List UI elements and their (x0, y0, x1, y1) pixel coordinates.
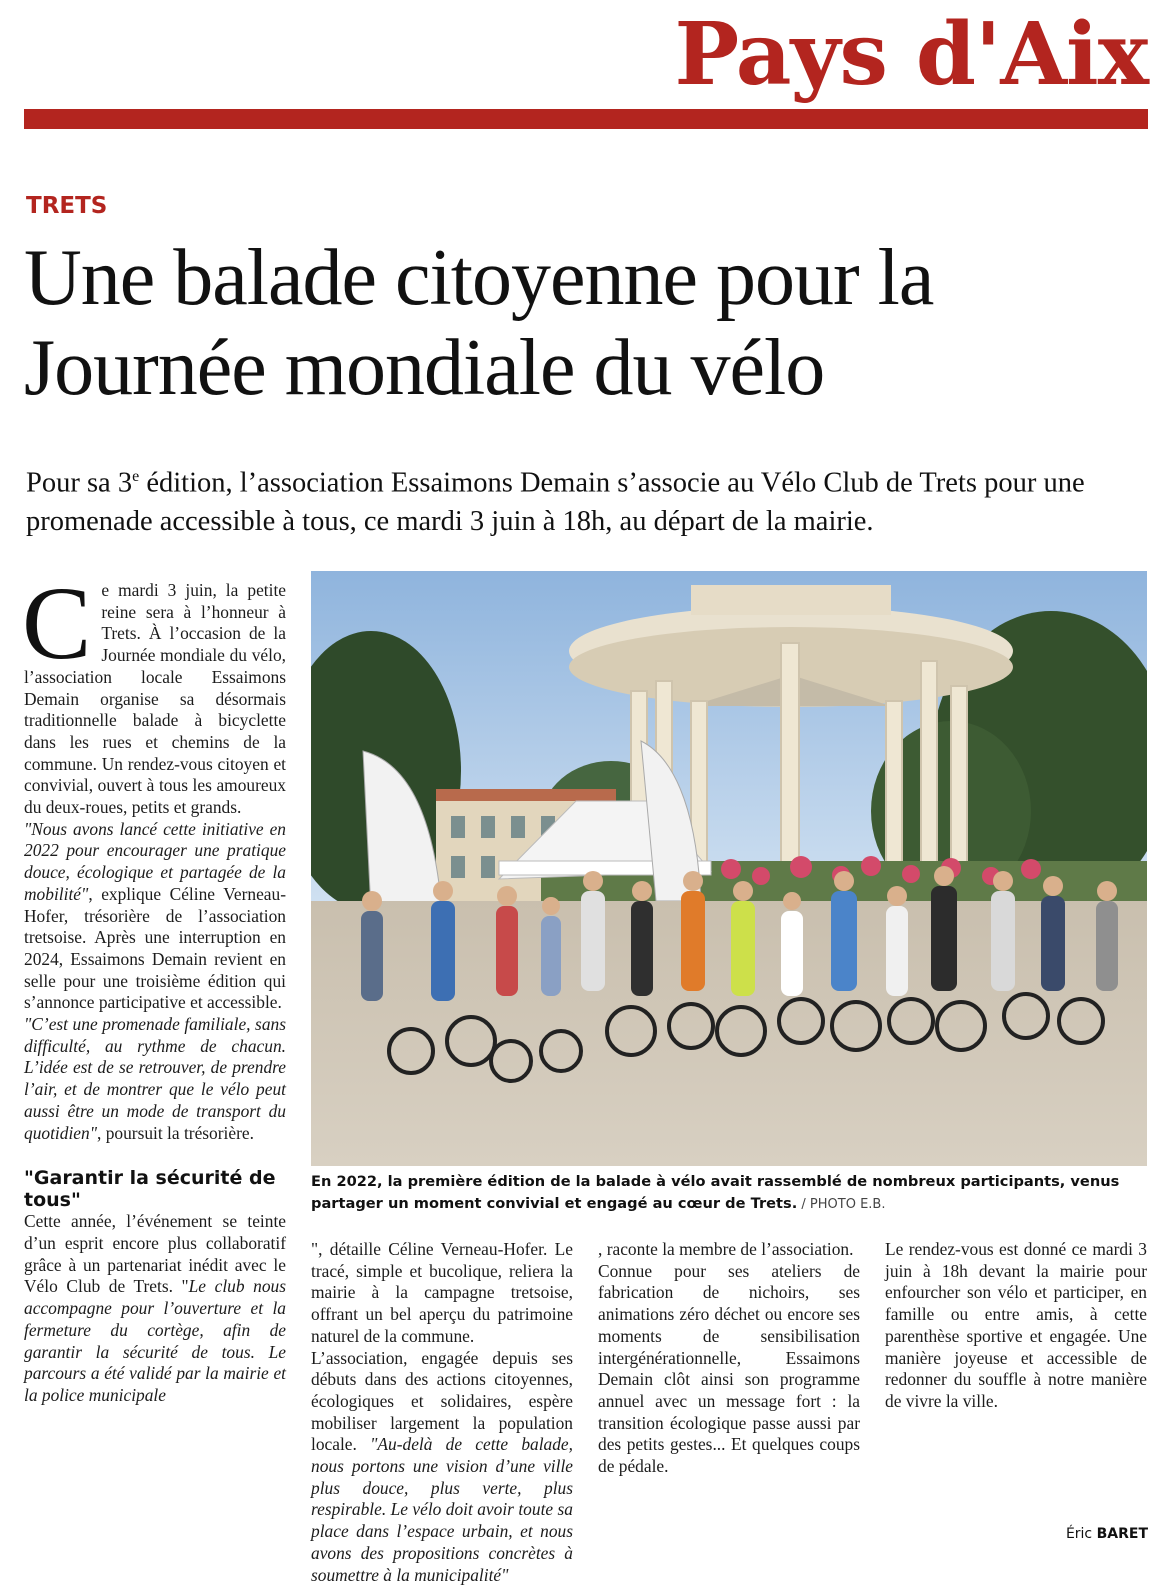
deck-part1: Pour sa 3 (26, 467, 133, 499)
deck-part2: édition, l’association Essaimons Demain s’associe au Vélo Club de Trets pour une promenade accessible à tous, ce mardi 3 juin à 18h, au départ de la mairie. (26, 467, 1085, 537)
intertitle: "Garantir la sécurité de tous" (24, 1167, 276, 1212)
paragraph-text: , poursuit la trésorière. (97, 1122, 254, 1143)
paragraph (311, 1239, 573, 1348)
cyclists-bandstand-illustration (311, 571, 1147, 1166)
paragraph-text: L’association, engagée depuis ses débuts dans des actions citoyennes, écologiques et solidaires, espère mobiliser largement la population locale. (311, 1347, 573, 1455)
headline: Une balade citoyenne pour la Journée mondiale du vélo (24, 234, 934, 412)
byline (1066, 1526, 1148, 1542)
quote: "C’est une promenade familiale, sans difficulté, au rythme de chacun. L’idée est de se retrouver, de prendre l’air, et de montrer que le vélo peut aussi être un mode de transport du quotidien" (24, 1014, 286, 1143)
quote: "Nous avons lancé cette initiative en 2022 pour encourager une pratique douce, écologique et partagée de la mobilité" (24, 818, 286, 904)
section-title: Pays d'Aix (674, 4, 1148, 105)
paragraph-text: Le rendez-vous est donné ce mardi 3 juin à 18h devant la mairie pour enfourcher son vélo et participer, en famille ou entre amis, à cette parenthèse sportive et engagée. Une manière joyeuse et accessible de redonner du souffle à notre manière de vivre la ville. (885, 1239, 1147, 1411)
quote: Le club nous accompagne pour l’ouverture et la fermeture du cortège, afin de garantir la sécurité de tous. Le parcours a été validé par la mairie et la police municipale (24, 1276, 286, 1405)
paragraph (24, 1211, 286, 1406)
location-kicker: TRETS (26, 193, 108, 219)
article-column-4 (885, 1239, 1147, 1413)
paragraph-text: , raconte la membre de l’association. (598, 1239, 854, 1259)
paragraph-text: Connue pour ses ateliers de fabrication de nichoirs, ses animations zéro déchet ou encore ses moments de sensibilisation intergénérationnelle, Essaimons Demain clôt ainsi son programme annuel avec un message fort : la transition écologique passe aussi par des petits gestes... Et quelques coups de pédale. (598, 1260, 860, 1477)
masthead (24, 0, 1148, 130)
standfirst (26, 458, 1156, 541)
paragraph-text: ", détaille Céline Verneau-Hofer. Le tracé, simple et bucolique, reliera la mairie à la campagne tretsoise, offrant un bel aperçu du patrimoine naturel de la commune. (311, 1239, 573, 1346)
paragraph (311, 1348, 573, 1586)
paragraph (24, 1014, 286, 1144)
article-column-2 (311, 1239, 573, 1586)
paragraph-text: Cette année, l’événement se teinte d’un esprit encore plus collaboratif grâce à un partenariat inédit avec le Vélo Club de Trets. " (24, 1211, 286, 1297)
paragraph (885, 1239, 1147, 1413)
photo-credit: / PHOTO E.B. (797, 1197, 886, 1212)
photo-caption (311, 1171, 1147, 1216)
paragraph-text: , explique Céline Verneau-Hofer, trésorière de l’association tretsoise. Après une interruption en 2024, Essaimons Demain revient en selle pour une troisième édition qui s’annonce participative et accessible. (24, 883, 286, 1013)
drop-cap: C (22, 566, 92, 681)
paragraph (598, 1261, 860, 1478)
deck-superscript: e (132, 468, 140, 485)
paragraph (598, 1239, 860, 1261)
paragraph (24, 819, 286, 1014)
quote: "Au-delà de cette balade, nous portons une vision d’une ville plus douce, plus verte, plus respirable. Le vélo doit avoir toute sa place dans l’espace urbain, et nous avons des propositions concrètes à soumettre à la municipalité" (311, 1434, 573, 1585)
lead-paragraph (22, 566, 286, 819)
article-column-1 (22, 566, 286, 1407)
masthead-rule (24, 109, 1148, 129)
article-photo (311, 571, 1147, 1166)
author-first-name: Éric (1065, 1526, 1093, 1542)
author-last-name: BARET (1096, 1526, 1148, 1542)
lead-text: e mardi 3 juin, la petite reine sera à l’honneur à Trets. À l’occasion de la Journée mondiale du vélo, l’association locale Essaimons Demain organise sa désormais traditionnelle balade à bicyclette dans les rues et chemins de la commune. Un rendez-vous citoyen et convivial, ouvert à tous les amoureux du deux-roues, petits et grands. (24, 580, 286, 818)
article-column-3 (598, 1239, 860, 1478)
caption-text: En 2022, la première édition de la balade à vélo avait rassemblé de nombreux participants, venus partager un moment convivial et engagé au cœur de Trets. (311, 1173, 1120, 1212)
